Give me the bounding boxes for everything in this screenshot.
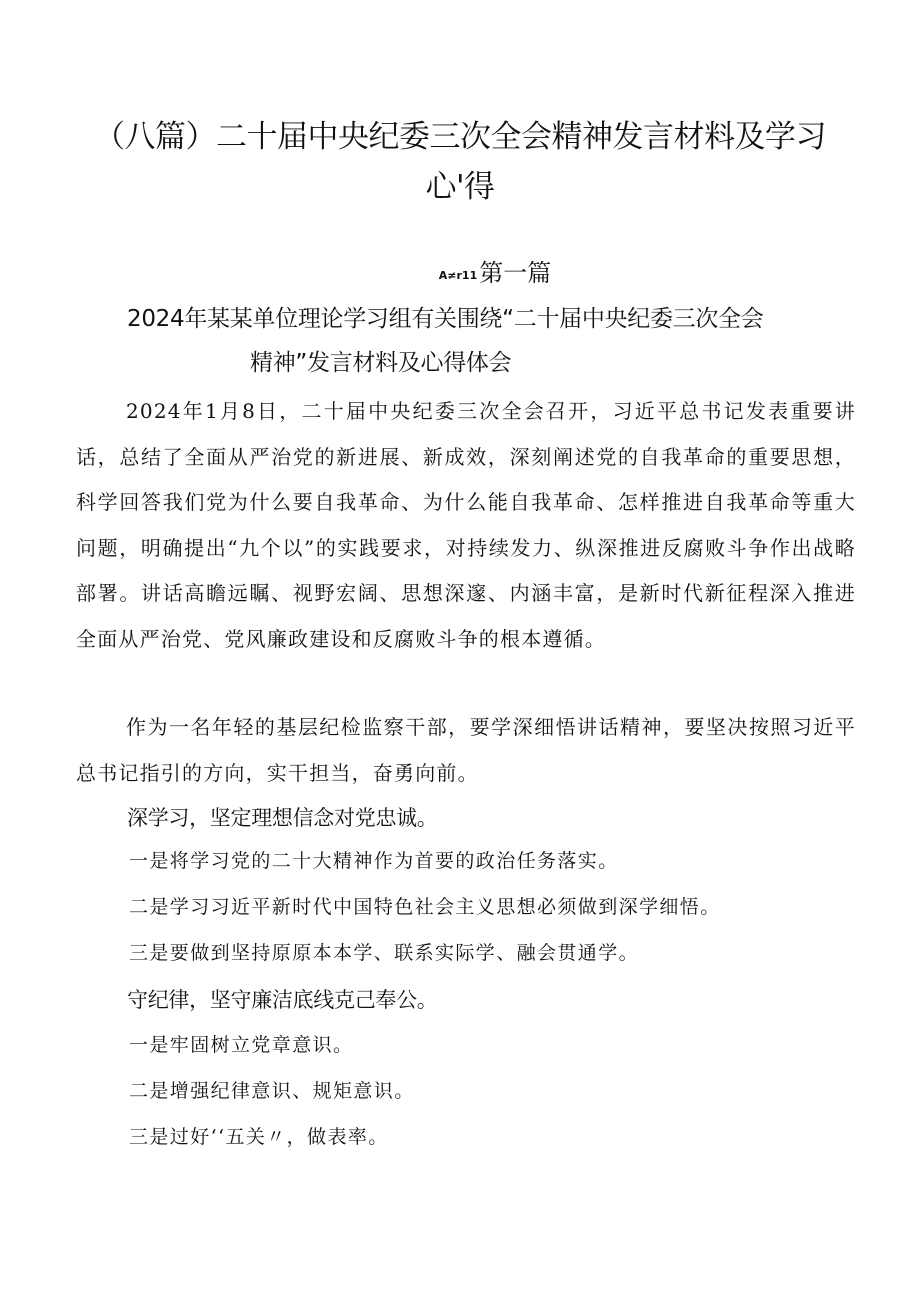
part-marker: A≠r11 xyxy=(438,269,478,282)
body-paragraph-2: 作为一名年轻的基层纪检监察干部，要学深细悟讲话精神，要坚决按照习近平总书记指引的方向，实干担当，奋勇向前。 xyxy=(76,715,856,785)
body-paragraph-1: 2024年1月8日，二十届中央纪委三次全会召开，习近平总书记发表重要讲话，总结了全面从严治党的新进展、新成效，深刻阐述党的自我革命的重要思想，科学回答我们党为什么要自我革命、为什么能自我革命、怎样推进自我革命等重大问题，明确提出“九个以”的实践要求，对持续发力、纵深推进反腐败斗争作出战略部署。讲话高瞻远瞩、视野宏阔、思想深邃、内涵丰富，是新时代新征程深入推进全面从严治党、党风廉政建设和反腐败斗争的根本遵循。 xyxy=(76,399,856,651)
part-label-text: 第一篇 xyxy=(479,259,552,287)
list-item: 一是将学习党的二十大精神作为首要的政治任务落实。 xyxy=(129,850,619,872)
list-item: 二是增强纪律意识、规矩意识。 xyxy=(129,1080,415,1102)
list-item: 二是学习习近平新时代中国特色社会主义思想必须做到深学细悟。 xyxy=(129,896,721,918)
list-item: 一是牢固树立党章意识。 xyxy=(129,1034,354,1056)
article-title-line-2: 精神”发言材料及心得体会 xyxy=(250,350,512,376)
document-title: （八篇）二十届中央纪委三次全会精神发言材料及学习心'得 xyxy=(94,119,826,205)
section-heading-2: 守纪律，坚守廉洁底线克己奉公。 xyxy=(127,988,438,1012)
article-title-line-1: 2024年某某单位理论学习组有关围绕“二十届中央纪委三次全会 xyxy=(127,306,764,332)
list-item: 三是过好‘‘五关〃，做表率。 xyxy=(129,1126,389,1148)
list-item: 三是要做到坚持原原本本学、联系实际学、融会贯通学。 xyxy=(129,942,640,964)
section-heading-1: 深学习，坚定理想信念对党忠诚。 xyxy=(127,806,438,830)
part-label xyxy=(0,256,920,293)
